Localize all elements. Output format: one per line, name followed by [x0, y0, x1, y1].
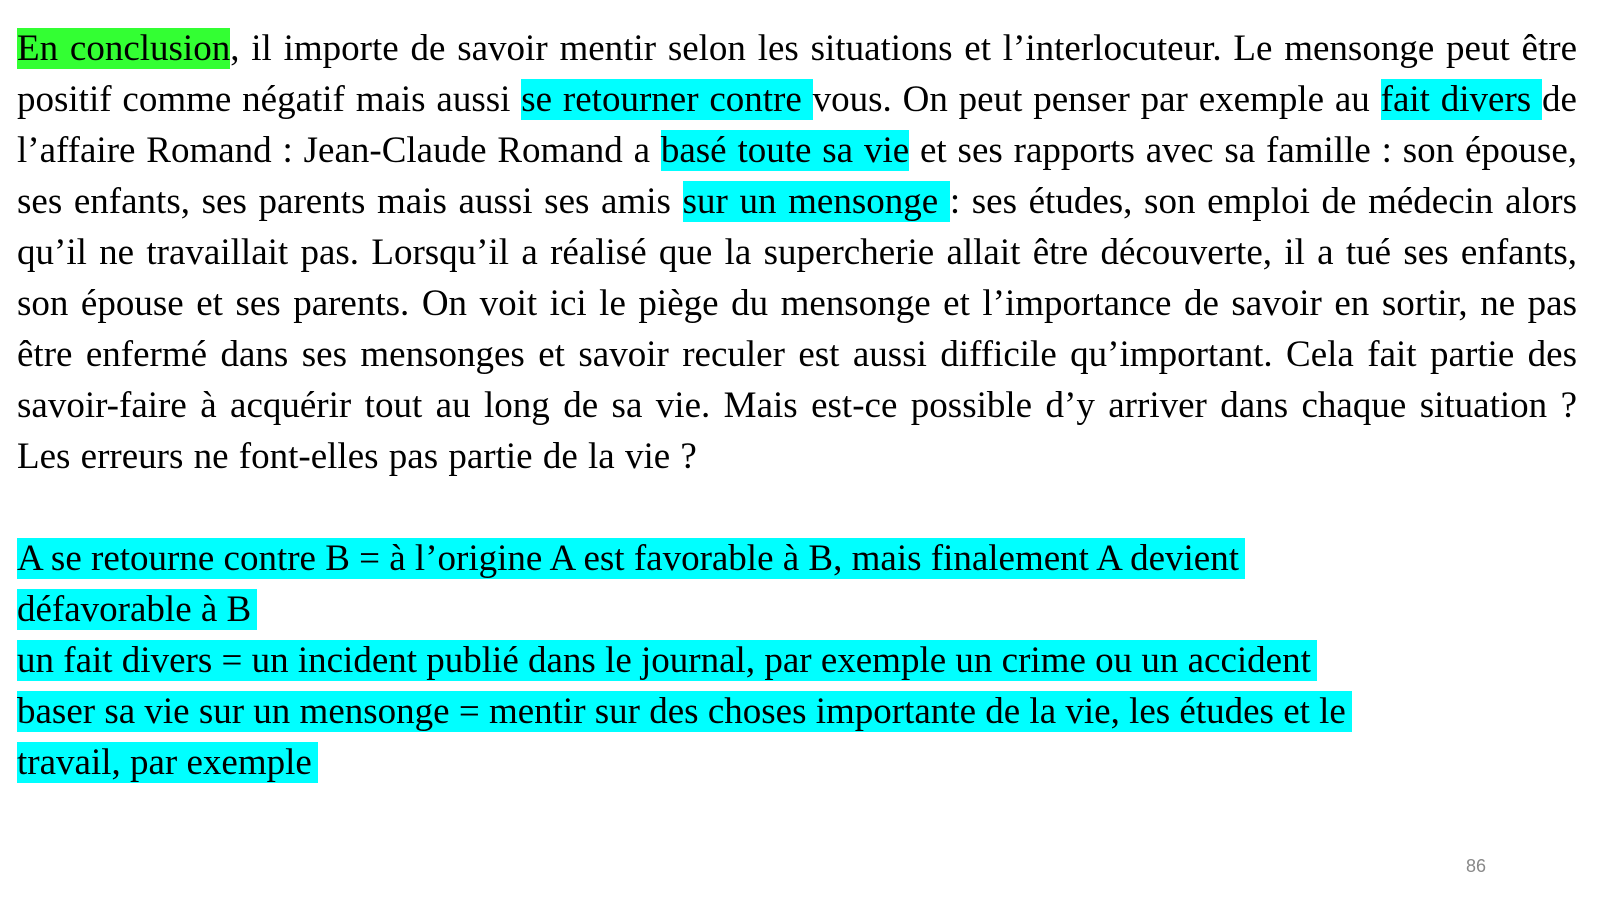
page-number: 86 [1466, 856, 1487, 876]
definition-line [17, 584, 1577, 635]
definitions-list [17, 533, 1577, 788]
paragraph-segment: fait divers [1380, 79, 1543, 120]
definition-line [17, 635, 1577, 686]
paragraph-segment: En conclusion [17, 28, 231, 69]
paragraph-segment: basé toute sa vie [660, 130, 910, 171]
paragraph-segment: : ses études, son emploi de médecin alors qu’il ne travaillait pas. Lorsqu’il a réalisé que la supercherie allait être découverte, il a tué ses enfants, son épouse et ses parents. On voit ici le piège du mensonge et l’importance de savoir en sortir, ne pas être enfermé dans ses mensonges et savoir reculer est aussi difficile qu’important. Cela fait partie des savoir-faire à acquérir tout au long de sa vie. Mais est-ce possible d’y arriver dans chaque situation ? Les erreurs ne font-elles pas partie de la vie ? [17, 181, 1577, 477]
definition-line [17, 533, 1577, 584]
paragraph-segment: sur un mensonge [682, 181, 950, 222]
definition-text: défavorable à B [17, 589, 257, 630]
definition-text: baser sa vie sur un mensonge = mentir sur des choses importante de la vie, les études et le [17, 691, 1352, 732]
text-block [17, 23, 1577, 788]
definition-line [17, 686, 1577, 737]
definition-text: un fait divers = un incident publié dans le journal, par exemple un crime ou un accident [17, 640, 1317, 681]
blank-line [17, 482, 1577, 533]
paragraph-segment: , il importe de savoir mentir selon les situations et l’interlocuteur. Le mensonge peut être positif comme négatif mais aussi [17, 28, 1578, 120]
conclusion-paragraph [17, 23, 1577, 482]
definition-text: A se retourne contre B = à l’origine A est favorable à B, mais finalement A devient [17, 538, 1245, 579]
paragraph-segment: vous. On peut penser par exemple au [812, 79, 1381, 120]
paragraph-segment: se retourner contre [521, 79, 813, 120]
definition-text: travail, par exemple [17, 742, 318, 783]
paragraph-segment: de l’affaire Romand : Jean-Claude Romand a [17, 79, 1577, 171]
definition-line [17, 737, 1577, 788]
paragraph-segment: et ses rapports avec sa famille : son épouse, ses enfants, ses parents mais aussi ses amis [17, 130, 1577, 222]
